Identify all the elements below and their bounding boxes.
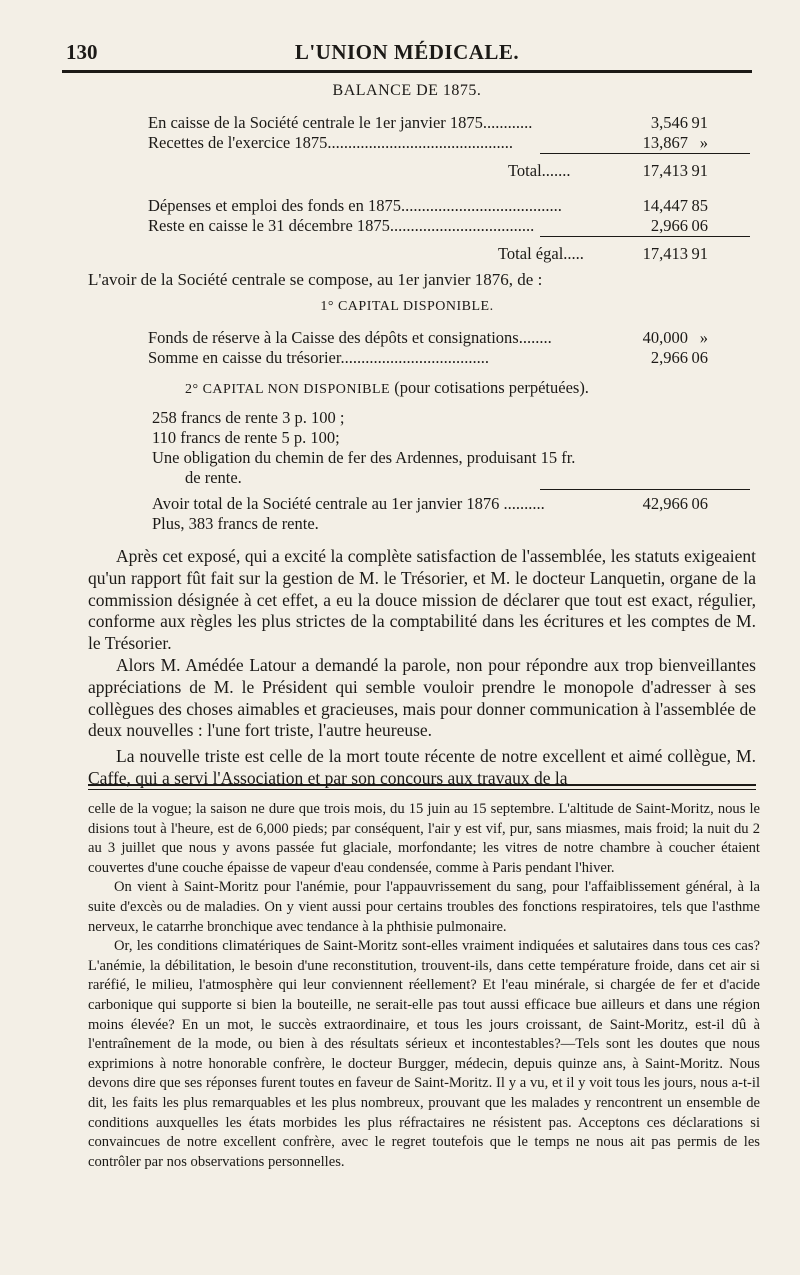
balance-row [148, 215, 708, 237]
row-amount: 17,413 [642, 244, 688, 263]
obligation-line-cont: de rente. [185, 468, 242, 487]
row-cents: 91 [691, 113, 708, 132]
row-label: Somme en caisse du trésorier.................................... [148, 348, 489, 367]
row-label: Total....... [508, 161, 571, 180]
row-cents: 06 [691, 216, 708, 235]
row-cents: 91 [691, 161, 708, 180]
balance-total-row [508, 160, 708, 182]
obligation-line: Une obligation du chemin de fer des Ardennes, produisant 15 fr. [152, 448, 576, 467]
header-rule [62, 70, 752, 73]
body-text [88, 546, 756, 790]
row-label: Reste en caisse le 31 décembre 1875................................... [148, 216, 535, 235]
capital-non-disponible-suffix: (pour cotisations perpétuées). [394, 378, 589, 397]
balance-row [148, 195, 708, 217]
row-amount: 3,546 [650, 113, 688, 132]
feuilleton-paragraph: celle de la vogue; la saison ne dure que trois mois, du 15 juin au 15 septembre. L'altitude de Saint-Moritz, nous le disions tout à l'heure, est de 6,000 pieds; par conséquent, l'air y est vif, pur, sans miasmes, mais froid; la nuit du 2 au 3 juillet que nous y avons passée fut glaciale, morfondante; les vitres de notre chambre à coucher étaient couvertes d'une couche épaisse de vapeur d'eau condensée, comme à Paris pendant l'hiver. [88, 801, 760, 876]
balance-total-row [498, 243, 708, 265]
body-paragraph: Alors M. Amédée Latour a demandé la parole, non pour répondre aux trop bienveillantes appréciations de M. le Président qui semble vouloir prendre le monopole d'adresser à ses collègues des choses aimables et gracieuses, mais pour donner communication à l'assemblée de deux nouvelles : l'une fort triste, l'autre heureuse. [88, 654, 756, 741]
rente-line: 258 francs de rente 3 p. 100 ; [152, 408, 345, 427]
feuilleton-paragraph: On vient à Saint-Moritz pour l'anémie, pour l'appauvrissement du sang, pour l'affaiblissement général, à la suite d'excès ou de maladies. On y vient aussi pour certains troubles des fonctions respiratoires, tels que l'asthme nerveux, le catarrhe bronchique avec tendance à la phthisie pulmonaire. [88, 879, 760, 935]
sum-rule [540, 489, 750, 490]
body-paragraph: La nouvelle triste est celle de la mort toute récente de notre excellent et aimé collègue, M. Caffe, qui a servi l'Association et par son concours aux travaux de la [88, 746, 756, 788]
plus-rente-line: Plus, 383 francs de rente. [152, 514, 319, 533]
sum-rule [540, 153, 750, 154]
row-label: Avoir total de la Société centrale au 1er janvier 1876 .......... [152, 494, 545, 513]
footnote-rule [88, 789, 756, 790]
row-label: Recettes de l'exercice 1875............................................. [148, 133, 513, 152]
row-amount: 2,966 [650, 348, 688, 367]
feuilleton-text [88, 800, 760, 1172]
row-label: Fonds de réserve à la Caisse des dépôts et consignations........ [148, 328, 552, 347]
row-cents: 06 [691, 348, 708, 367]
rente-line: 110 francs de rente 5 p. 100; [152, 428, 340, 447]
balance-row [148, 112, 708, 134]
page-number: 130 [66, 40, 98, 64]
row-label: Total égal..... [498, 244, 584, 263]
feuilleton-paragraph: Or, les conditions climatériques de Saint-Moritz sont-elles vraiment indiquées et salutaires dans tous ces cas? L'anémie, la débilitation, le besoin d'une reconstitution, trouvent-ils, dans cette température froide, dans cet air si raréfié, le milieu, l'atmosphère qui leur conviennent réellement? Et l'eau minérale, si chargée de fer et d'acide carbonique qui supporte si bien la bouteille, ne serait-elle pas tout aussi efficace bue ailleurs et dans une région moins élevée? En un mot, le succès extraordinaire, et tous les jours croissant, de Saint-Moritz, est-il dû à l'entraînement de la mode, ou bien à des résultats sérieux et incontestables?—Tels sont les doutes que nous exprimions à notre honorable confrère, le docteur Burgger, médecin, depuis quinze ans, à Saint-Moritz. Nous devons dire que ses réponses furent toutes en faveur de Saint-Moritz. Il y a vu, et il y voit tous les jours, nous a-t-il dit, les faits les plus remarquables et les plus nombreux, prouvant que les malades y rencontrent un ensemble de conditions auxquelles les états morbides les plus réfractaires ne résistent pas. Acceptons ces déclarations si convaincues de notre excellent confrère, avec le regret toutefois que le temps ne nous ait pas permis de les contrôler par nos observations personnelles. [88, 938, 760, 1170]
capital-disponible-title: 1° CAPITAL DISPONIBLE. [320, 299, 494, 314]
avoir-intro: L'avoir de la Société centrale se compose, au 1er janvier 1876, de : [88, 270, 543, 289]
page-header [62, 38, 752, 68]
sum-rule [540, 236, 750, 237]
row-amount: 13,867 [642, 133, 688, 152]
row-cents: » [699, 133, 708, 152]
row-amount: 14,447 [642, 196, 688, 215]
footnote-rule [88, 784, 756, 786]
capital-non-disponible-heading [185, 377, 589, 401]
running-title: L'UNION MÉDICALE. [294, 40, 520, 64]
row-cents: 91 [691, 244, 708, 263]
row-cents: » [699, 328, 708, 347]
balance-row [148, 132, 708, 154]
row-amount: 17,413 [642, 161, 688, 180]
capital-non-disponible-title: 2° CAPITAL NON DISPONIBLE [185, 382, 391, 397]
row-label: En caisse de la Société centrale le 1er janvier 1875............ [148, 113, 533, 132]
capital-row [148, 327, 708, 349]
avoir-total-row [152, 493, 708, 515]
row-cents: 06 [691, 494, 708, 513]
row-label: Dépenses et emploi des fonds en 1875....................................... [148, 196, 562, 215]
capital-row [148, 347, 708, 369]
row-cents: 85 [691, 196, 708, 215]
row-amount: 2,966 [650, 216, 688, 235]
row-amount: 40,000 [642, 328, 688, 347]
row-amount: 42,966 [642, 494, 688, 513]
balance-title: BALANCE DE 1875. [332, 82, 482, 99]
body-paragraph: Après cet exposé, qui a excité la complète satisfaction de l'assemblée, les statuts exigeaient qu'un rapport fût fait sur la gestion de M. le Trésorier, et M. le docteur Lanquetin, organe de la commission désignée à cet effet, a eu la douce mission de déclarer que tout est exact, régulier, conforme aux règles les plus strictes de la comptabilité dans les écritures et les comptes de M. le Trésorier. [88, 546, 756, 654]
